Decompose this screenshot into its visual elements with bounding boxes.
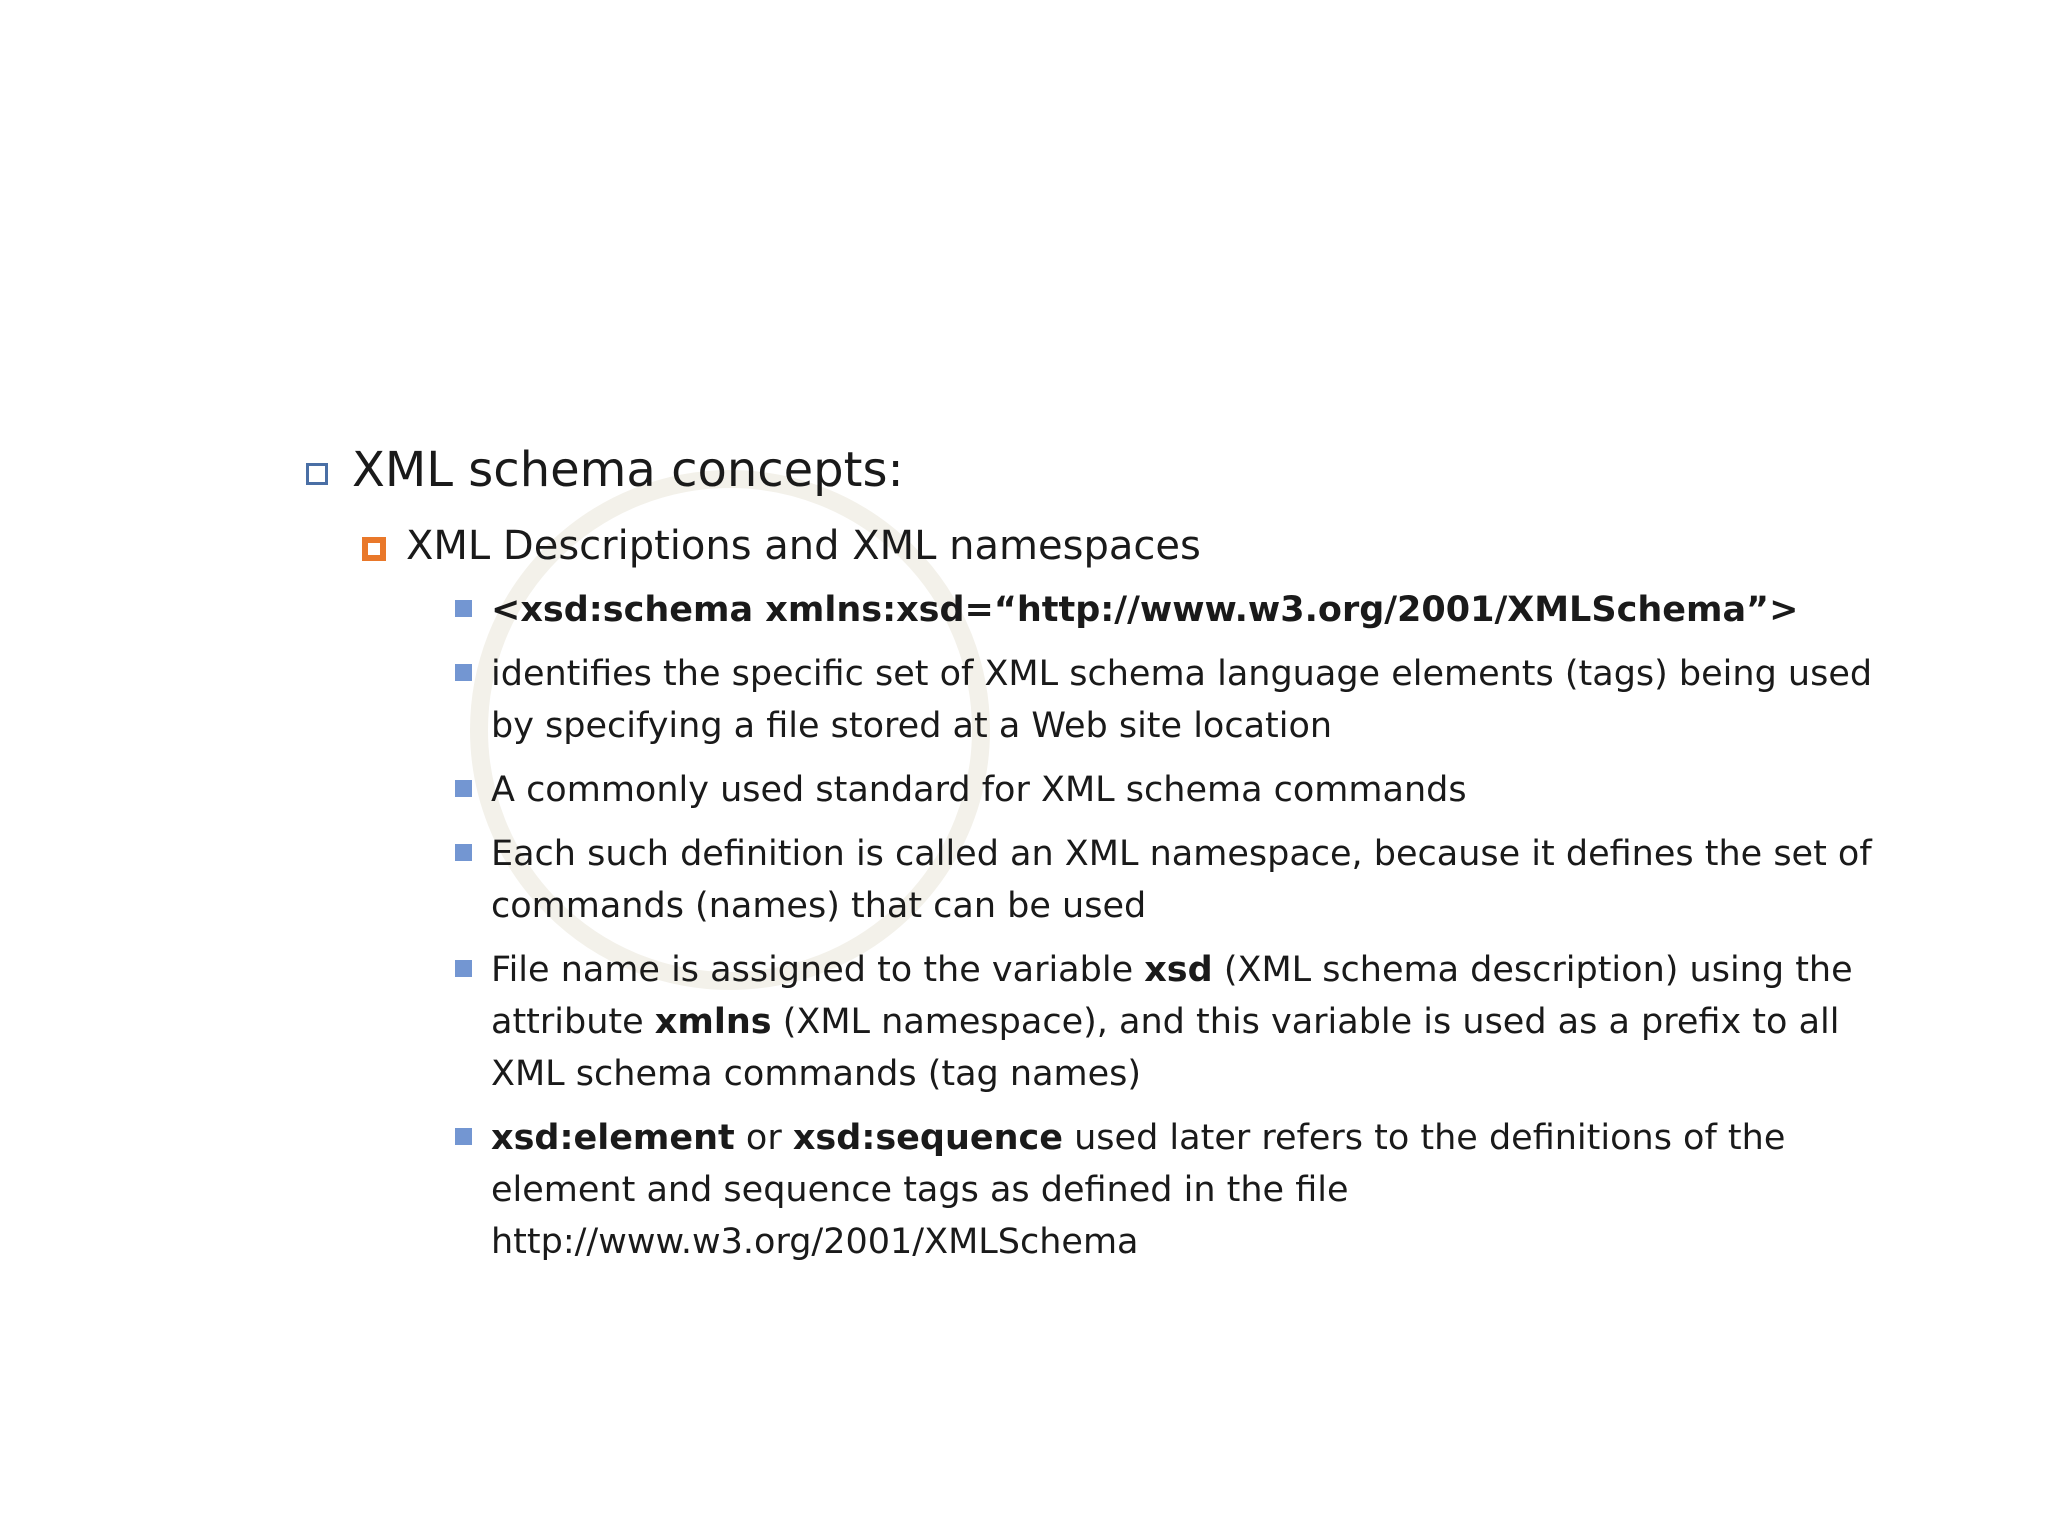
list-item-text: Each such definition is called an XML namespace, because it defines the set of commands (names) that can be used bbox=[491, 834, 1872, 926]
list-item-text: A commonly used standard for XML schema commands bbox=[491, 770, 1467, 810]
list-item-text-part: used later refers to the definitions of the element and sequence tags as defined in the file http://www.w3.org/2001/XMLSchema bbox=[491, 1118, 1786, 1262]
square-bullet-icon bbox=[455, 600, 472, 617]
xmlns-keyword: xmlns bbox=[654, 1002, 772, 1042]
list-item-text-part: (XML schema description) using the attribute bbox=[491, 950, 1853, 1042]
square-bullet-icon bbox=[455, 1128, 472, 1145]
xsd-element-keyword: xsd:element bbox=[491, 1118, 735, 1158]
list-item-text: identifies the specific set of XML schema language elements (tags) being used by specifying a file stored at a Web site location bbox=[491, 654, 1873, 746]
square-bullet-icon bbox=[455, 664, 472, 681]
list-item-identifies bbox=[455, 648, 1891, 752]
square-bullet-icon bbox=[455, 780, 472, 797]
slide-heading: XML schema concepts: bbox=[352, 442, 904, 498]
list-item-text-part: or bbox=[734, 1118, 793, 1158]
level2-item bbox=[362, 518, 1860, 574]
list-item-element-sequence bbox=[455, 1112, 1891, 1268]
slide-content bbox=[300, 440, 1873, 1280]
list-item-schema-tag bbox=[455, 584, 1891, 636]
list-item-namespace-definition bbox=[455, 828, 1891, 932]
list-item-file-name bbox=[455, 944, 1891, 1100]
orange-square-bullet-icon bbox=[362, 537, 386, 561]
level1-item bbox=[300, 440, 1860, 500]
slide-subheading: XML Descriptions and XML namespaces bbox=[406, 523, 1201, 569]
hollow-square-bullet-icon bbox=[306, 463, 328, 485]
square-bullet-icon bbox=[455, 844, 472, 861]
list-item-text-part: (XML namespace), and this variable is used as a prefix to all XML schema commands (tag names) bbox=[491, 1002, 1840, 1094]
list-item-text-part: File name is assigned to the variable bbox=[491, 950, 1145, 990]
list-item-standard bbox=[455, 764, 1891, 816]
xsd-keyword: xsd bbox=[1144, 950, 1213, 990]
xsd-sequence-keyword: xsd:sequence bbox=[792, 1118, 1063, 1158]
schema-tag-code: <xsd:schema xmlns:xsd=“http://www.w3.org/2001/XMLSchema”> bbox=[491, 590, 1799, 630]
square-bullet-icon bbox=[455, 960, 472, 977]
